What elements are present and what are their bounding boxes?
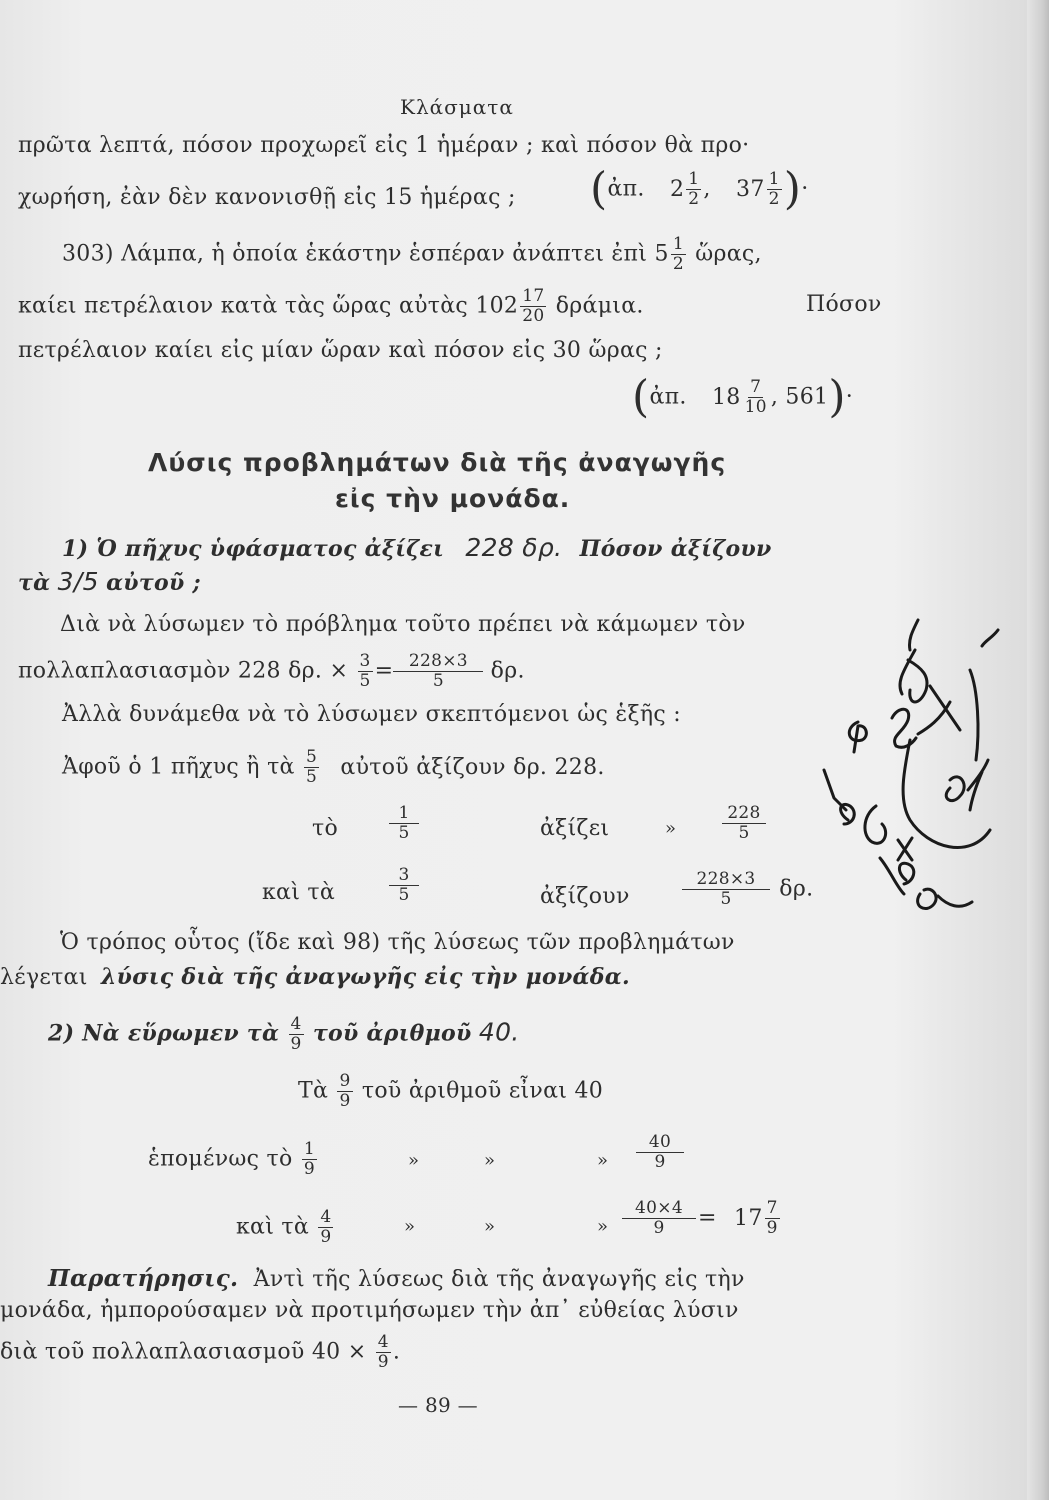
note-line3: διὰ τοῦ πολλαπλασιασμοῦ 40 × $\frac{4}{9}$ .: [0, 1332, 401, 1372]
fraction-numerator: 1: [303, 1139, 315, 1159]
question-fraction: [289, 1015, 304, 1054]
fraction-numerator: 1: [768, 169, 780, 189]
row-fraction: [318, 1208, 333, 1247]
problem-303-question-word: Πόσον: [806, 292, 882, 317]
text-span: δράμια.: [555, 293, 644, 319]
p2-row3-ditto1: »: [404, 1216, 416, 1237]
fraction-denominator: 9: [653, 1218, 665, 1238]
question-text: 1) Ὁ πῆχυς ὑφάσματος ἀξίζει: [62, 536, 445, 562]
text-span: Ἀντὶ τῆς λύσεως διὰ τῆς ἀναγωγῆς εἰς τὴν: [253, 1267, 745, 1292]
question-text: Πόσον ἀξίζουν: [579, 536, 772, 562]
fraction-denominator: 2: [688, 189, 700, 209]
question-number: 40.: [478, 1017, 520, 1047]
mixed-whole: 17: [734, 1205, 763, 1231]
text-span: διὰ τοῦ πολλαπλασιασμοῦ 40 ×: [0, 1339, 367, 1365]
p2-row2-label: [148, 1140, 319, 1179]
problem-303-line2: [18, 287, 644, 326]
p2-row3-label: [236, 1208, 335, 1247]
fraction-numerator: 40: [636, 1133, 684, 1153]
fraction-numerator: 7: [766, 1198, 778, 1218]
fraction-denominator: 5: [398, 885, 410, 905]
answer-second: , 561: [770, 384, 829, 410]
fraction-numerator: 7: [750, 377, 762, 397]
row1-fraction: [387, 804, 421, 843]
fraction-numerator: 4: [290, 1014, 302, 1034]
text-span: ὥρας,: [695, 241, 762, 267]
fraction-numerator: 228×3: [682, 870, 770, 890]
row-fraction: [302, 1140, 317, 1179]
drams-fraction: [520, 287, 546, 326]
p2-row2-ditto1: »: [408, 1150, 420, 1171]
fraction-denominator: 9: [377, 1352, 389, 1372]
problem-1-question: [62, 533, 772, 562]
fraction-denominator: 9: [290, 1034, 302, 1054]
fraction-numerator: 4: [320, 1207, 332, 1227]
row1-result: [720, 804, 768, 843]
text-span: ἑπομένως τὸ: [148, 1146, 293, 1172]
fraction-denominator: 9: [654, 1152, 666, 1172]
row1-label: τὸ: [312, 816, 339, 841]
page-edge: [1027, 0, 1049, 1500]
row1-ditto: »: [665, 818, 677, 839]
note-line1: [48, 1265, 745, 1292]
row2-fraction: [387, 866, 421, 905]
row1-verb: ἀξίζει: [540, 816, 610, 841]
result-fraction: [395, 652, 481, 691]
fraction-denominator: 10: [744, 397, 767, 417]
equals-sign: =: [698, 1205, 717, 1231]
problem-2-question: [48, 1015, 520, 1054]
answer-whole: 37: [736, 176, 765, 202]
fraction-denominator: 5: [432, 671, 444, 691]
answer-fraction: [767, 170, 782, 209]
text-span: λέγεται: [0, 965, 88, 990]
text-span: καὶ τὰ: [236, 1214, 310, 1240]
fraction-numerator: 3: [359, 651, 371, 671]
row2-verb: ἀξίζουν: [540, 884, 630, 909]
fraction-numerator: 228: [722, 804, 766, 824]
p2-row2-ditto3: »: [597, 1150, 609, 1171]
answer-whole: 2: [669, 176, 685, 202]
p2-row1: [298, 1072, 603, 1111]
p2-row2-result: [634, 1133, 686, 1172]
unit-label: δρ.: [779, 876, 814, 902]
unit-label: δρ.: [490, 658, 525, 684]
fraction-denominator: 2: [768, 189, 780, 209]
row2-result: [680, 870, 813, 909]
fraction-denominator: 5: [720, 889, 732, 909]
prev-answer: (ἀπ. 2 $\frac{1}{2}$ , 37 $\frac{1}{2}$ )·: [590, 163, 809, 215]
note-fraction: [376, 1333, 391, 1372]
p2-row3-ditto3: »: [597, 1216, 609, 1237]
section-title-line1: Λύσις προβλημάτων διὰ τῆς ἀναγωγῆς: [148, 448, 727, 477]
question-text: αὐτοῦ ;: [106, 570, 201, 596]
problem-1-question-cont: [18, 567, 201, 596]
text-span: Ἀφοῦ ὁ 1 πῆχυς ἢ τὰ: [62, 754, 295, 780]
fraction-numerator: 40×4: [622, 1199, 696, 1219]
text-span: Τὰ: [298, 1078, 329, 1104]
question-price: 228 δρ.: [465, 533, 563, 562]
text-span: πολλαπλασιασμὸν 228 δρ. ×: [18, 658, 349, 684]
p2-row3-ditto2: »: [484, 1216, 496, 1237]
fraction-denominator: 9: [320, 1227, 332, 1247]
prev-problem-line2: χωρήση, ἐὰν δὲν κανονισθῇ εἰς 15 ἡμέρας ;: [18, 185, 516, 210]
row2-label: καὶ τὰ: [262, 880, 336, 905]
problem-303-line1: [62, 235, 762, 274]
fraction-denominator: 5: [738, 823, 750, 843]
text-span: καίει πετρέλαιον κατὰ τὰς ὥρας αὐτὰς 102: [18, 293, 519, 319]
method-line1: Ὁ τρόπος οὗτος (ἴδε καὶ 98) τῆς λύσεως τῶν προβλημάτων: [60, 930, 735, 955]
fraction-numerator: 1: [389, 804, 419, 824]
fraction-numerator: 1: [688, 169, 700, 189]
question-fraction: 3/5: [57, 567, 99, 596]
fraction-numerator: 4: [377, 1332, 389, 1352]
p2-row2-ditto2: »: [484, 1150, 496, 1171]
problem-1-line4: [62, 748, 605, 787]
answer-whole: 18: [711, 384, 741, 410]
fraction-denominator: 5: [398, 823, 410, 843]
fraction-numerator: 228×3: [393, 652, 483, 672]
equals-sign: =: [374, 658, 394, 684]
whole-fraction: [304, 748, 319, 787]
section-title-line2: εἰς τὴν μονάδα.: [335, 484, 571, 513]
text-span: 303) Λάμπα, ἡ ὁποία ἑκάστην ἑσπέραν ἀνάπτει ἐπὶ 5: [62, 241, 669, 267]
problem-303-line3: πετρέλαιον καίει εἰς μίαν ὥραν καὶ πόσον εἰς 30 ὥρας ;: [18, 338, 663, 363]
running-header: Κλάσματα: [400, 95, 514, 119]
answer-fraction: [743, 378, 769, 417]
answer-fraction: [686, 170, 701, 209]
fraction-numerator: 3: [389, 866, 419, 886]
answer-label: ἀπ.: [649, 384, 687, 410]
multiplier-fraction: [358, 652, 373, 691]
row-fraction: [337, 1072, 352, 1111]
fraction-numerator: 9: [339, 1071, 351, 1091]
method-line2: [0, 964, 630, 990]
fraction-denominator: 9: [339, 1091, 351, 1111]
problem-1-line3: Ἀλλὰ δυνάμεθα νὰ τὸ λύσωμεν σκεπτόμενοι ὡς ἑξῆς :: [62, 702, 681, 727]
fraction-denominator: 5: [359, 671, 371, 691]
fraction-numerator: 17: [522, 286, 545, 306]
note-label: Παρατήρησις.: [48, 1265, 239, 1292]
answer-label: ἀπ.: [607, 176, 645, 202]
note-line2: μονάδα, ἠμπορούσαμεν νὰ προτιμήσωμεν τὴν ἀπ᾽ εὐθείας λύσιν: [0, 1298, 739, 1323]
question-text: τὰ: [18, 570, 51, 596]
problem-303-answer: (ἀπ. 18 $\frac{7}{10}$ , 561)·: [632, 371, 854, 423]
question-text: τοῦ ἀριθμοῦ: [312, 1020, 472, 1047]
problem-1-line2: [18, 652, 525, 691]
text-span: τοῦ ἀριθμοῦ εἶναι 40: [361, 1078, 604, 1104]
question-text: 2) Νὰ εὕρωμεν τὰ: [48, 1020, 280, 1047]
p2-row3-result: [620, 1199, 782, 1238]
fraction-numerator: 1: [672, 234, 684, 254]
text-span: αὐτοῦ ἀξίζουν δρ. 228.: [340, 754, 605, 780]
method-emphasis: λύσις διὰ τῆς ἀναγωγῆς εἰς τὴν μονάδα.: [100, 964, 630, 990]
fraction-denominator: 2: [672, 254, 684, 274]
handwritten-scribble: [800, 610, 1010, 930]
fraction-denominator: 5: [306, 767, 318, 787]
fraction-denominator: 9: [766, 1218, 778, 1238]
fraction-denominator: 20: [522, 306, 545, 326]
fraction-numerator: 5: [306, 747, 318, 767]
hours-fraction: [671, 235, 686, 274]
page-number: — 89 —: [398, 1393, 478, 1417]
fraction-denominator: 9: [303, 1159, 315, 1179]
problem-1-line1: Διὰ νὰ λύσωμεν τὸ πρόβλημα τοῦτο πρέπει νὰ κάμωμεν τὸν: [60, 612, 746, 637]
prev-problem-line1: πρῶτα λεπτά, πόσον προχωρεῖ εἰς 1 ἡμέραν ; καὶ πόσον θὰ προ·: [18, 133, 750, 158]
